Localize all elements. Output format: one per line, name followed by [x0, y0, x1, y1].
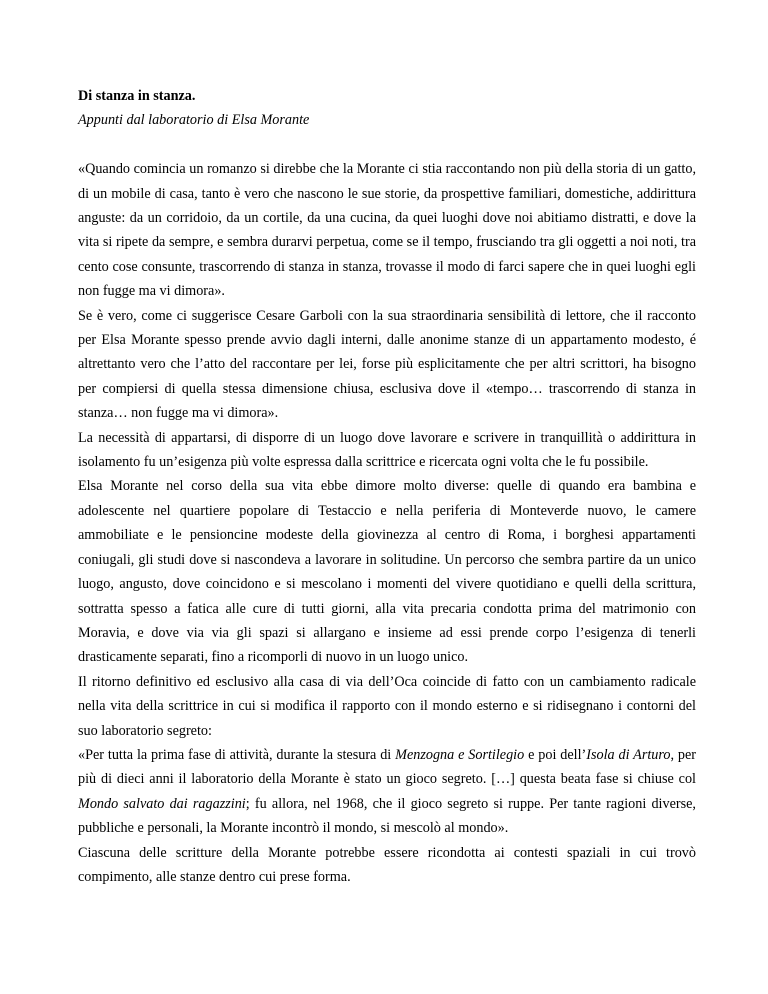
book-title-isola: Isola di Arturo [586, 746, 671, 763]
document-subtitle: Appunti dal laboratorio di Elsa Morante [78, 112, 310, 129]
book-title-menzogna: Menzogna e Sortilegio [395, 746, 525, 763]
paragraph-4: Elsa Morante nel corso della sua vita ebbe dimore molto diverse: quelle di quando era bambina e adolescente nel quartiere popolare di Testaccio e nella periferia di Monteverde nuovo, le camere ammobiliate e le pensioncine modeste della giovinezza al centro di Roma, i borghesi appartamenti coniugali, gli studi dove si nascondeva a lavorare in solitudine. Un percorso che sembra partire da un unico luogo, angusto, dove coincidono e si mescolano i momenti del vivere quotidiano e quelli della scrittura, sottratta spesso a fatica alle cure di tutti giorni, alla vita precaria condotta prima del matrimonio con Moravia, e dove via via gli spazi si allargano e insieme ad essi prende corpo l’esigenza di tenerli drasticamente separati, fino a ricomporli di nuovo in un luogo unico. [78, 478, 696, 666]
book-title-mondo: Mondo salvato dai ragazzini [78, 795, 246, 812]
paragraph-7: Ciascuna delle scritture della Morante potrebbe essere ricondotta ai contesti spaziali in cui trovò compimento, alle stanze dentro cui prese forma. [78, 844, 696, 885]
paragraph-6-text-g: ; fu allora, nel 1968, che il gioco segreto si ruppe. Per tante ragioni diverse, pubbliche e personali, la Morante incontrò il mondo, si mescolò al mondo». [78, 795, 696, 837]
paragraph-6 [78, 743, 696, 841]
paragraph-1: «Quando comincia un romanzo si direbbe che la Morante ci stia raccontando non più della storia di un gatto, di un mobile di casa, tanto è vero che nascono le sue storie, da prospettive familiari, domestiche, addirittura anguste: da un corridoio, da un cortile, da una cucina, da quei luoghi dove noi abitiamo distratti, e dove la vita si ripete da sempre, e sembra durarvi perpetua, come se il tempo, frusciando tra gli oggetti a noi noti, tra cento cose consunte, trascorrendo di stanza in stanza, trovasse il modo di farci sapere che in quei luoghi egli non fugge ma vi dimora». [78, 161, 696, 300]
document-title: Di stanza in stanza. [78, 88, 196, 104]
paragraph-6-text-e: , per più di dieci anni il laboratorio della Morante è stato un gioco segreto. […] questa beata fase si chiuse col [78, 746, 696, 788]
paragraph-5: Il ritorno definitivo ed esclusivo alla casa di via dell’Oca coincide di fatto con un cambiamento radicale nella vita della scrittrice in cui si modifica il rapporto con il mondo esterno e si ridisegnano i contorni del suo laboratorio segreto: [78, 673, 696, 739]
paragraph-2: Se è vero, come ci suggerisce Cesare Garboli con la sua straordinaria sensibilità di lettore, che il racconto per Elsa Morante spesso prende avvio dagli interni, dalle anonime stanze di un appartamento modesto, é altrettanto vero che l’atto del raccontare per lei, forse più esplicitamente che per altri scrittori, ha bisogno per compiersi di quella stessa dimensione chiusa, esclusiva dove il «tempo… trascorrendo di stanza in stanza… non fugge ma vi dimora». [78, 307, 696, 422]
paragraph-6-text-c: e poi dell’ [524, 746, 587, 763]
paragraph-6-text-a: «Per tutta la prima fase di attività, durante la stesura di [78, 746, 396, 763]
paragraph-3: La necessità di appartarsi, di disporre di un luogo dove lavorare e scrivere in tranquillità o addirittura in isolamento fu un’esigenza più volte espressa dalla scrittrice e ricercata ogni volta che le fu possibile. [78, 429, 696, 471]
document-page [78, 84, 696, 889]
